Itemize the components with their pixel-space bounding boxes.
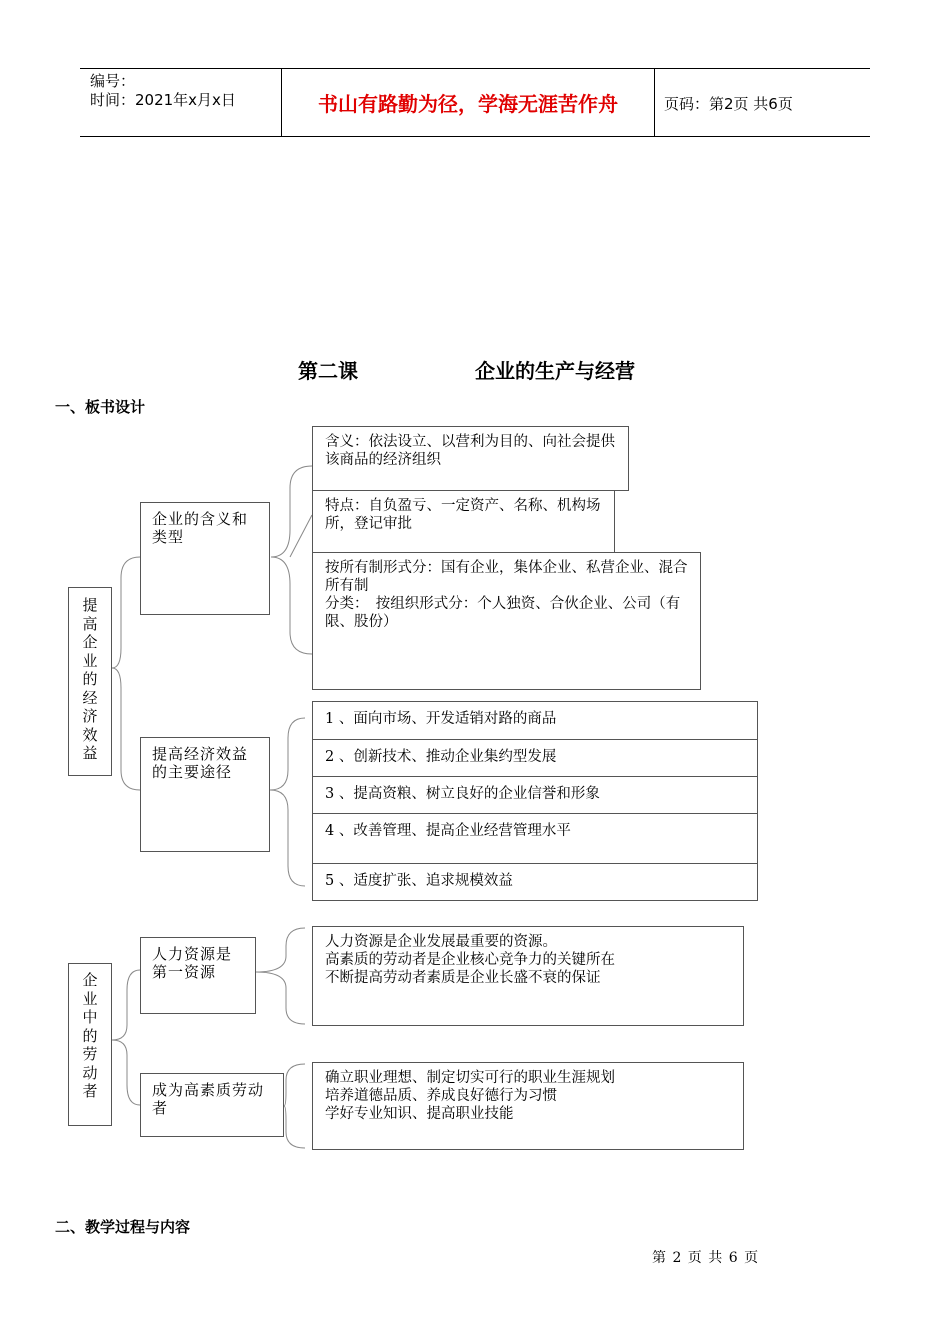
bracket-t2-branch2 [284,1064,305,1148]
branch-box: 提高经济效益的主要途径 [140,737,270,852]
method-row: 5 、适度扩张、追求规模效益 [312,863,758,901]
info-line: 不断提高劳动者素质是企业长盛不衰的保证 [325,970,601,986]
bracket-topic1 [112,557,140,790]
header-page-number: 页码：第2页 共6页 [664,95,793,113]
classification-box [312,552,701,690]
bracket-topic2 [112,970,140,1105]
classification-line: 分类： 按组织形式分：个人独资、合伙企业、公司（有限、股份） [325,596,681,630]
topic-label: 提高企业的经济效益 [82,596,98,762]
bracket-branch2 [270,718,305,886]
worker-quality-box [312,1062,744,1150]
section-heading: 二、教学过程与内容 [55,1218,191,1236]
info-line: 确立职业理想、制定切实可行的职业生涯规划 [325,1070,615,1086]
human-resource-box [312,926,744,1026]
section-heading: 一、板书设计 [55,398,146,416]
footer-page-number: 第 2 页 共 6 页 [652,1250,760,1266]
classification-line: 按所有制形式分：国有企业，集体企业、私营企业、混合所有制 [325,560,688,594]
topic-label: 企业中的劳动者 [82,971,98,1100]
features-box: 特点：自负盈亏、一定资产、名称、机构场所，登记审批 [312,490,615,553]
topic-box [68,587,112,776]
lesson-title: 企业的生产与经营 [475,359,635,383]
method-row: 1 、面向市场、开发适销对路的商品 [312,701,758,740]
branch-box: 人力资源是第一资源 [140,937,256,1014]
method-row: 3 、提高资粮、树立良好的企业信誉和形象 [312,776,758,814]
method-row: 2 、创新技术、推动企业集约型发展 [312,739,758,777]
info-line: 学好专业知识、提高职业技能 [325,1106,514,1122]
lesson-number: 第二课 [298,359,358,383]
topic-box [68,963,112,1126]
info-line: 人力资源是企业发展最重要的资源。 [325,934,557,950]
bracket-branch1 [271,466,312,654]
header-motto: 书山有路勤为径，学海无涯苦作舟 [318,92,618,116]
bracket-branch1-mid [290,515,312,557]
branch-box: 成为高素质劳动者 [140,1073,284,1137]
branch-box: 企业的含义和类型 [140,502,270,615]
info-line: 培养道德品质、养成良好德行为习惯 [325,1088,557,1104]
doc-number-label: 编号： [90,72,136,90]
definition-box: 含义：依法设立、以营利为目的、向社会提供该商品的经济组织 [312,426,629,491]
doc-date-label: 时间：2021年x月x日 [90,91,236,109]
info-line: 高素质的劳动者是企业核心竞争力的关键所在 [325,952,615,968]
bracket-t2-branch1 [256,928,305,1024]
method-row: 4 、改善管理、提高企业经营管理水平 [312,813,758,864]
